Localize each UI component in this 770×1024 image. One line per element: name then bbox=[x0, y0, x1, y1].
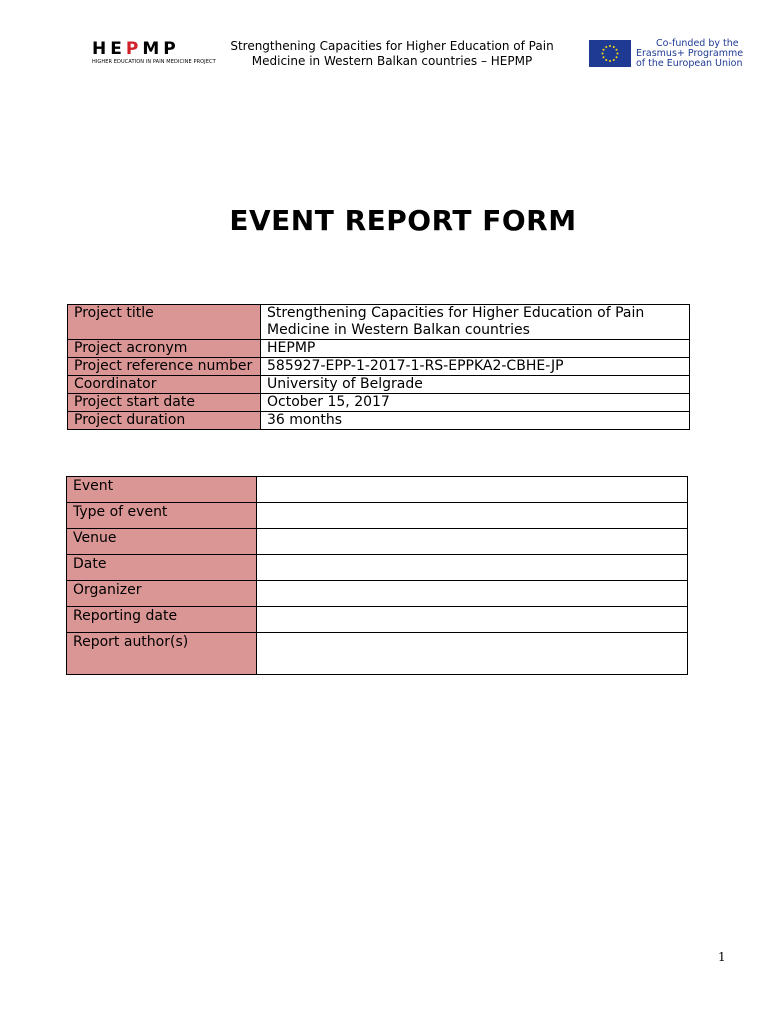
logo-letters-start: HE bbox=[92, 39, 126, 59]
eu-flag-background bbox=[589, 40, 631, 67]
table-row bbox=[67, 503, 688, 529]
event-label: Event bbox=[67, 477, 257, 503]
report-authors-value-field[interactable] bbox=[257, 633, 688, 675]
table-row bbox=[67, 477, 688, 503]
table-row bbox=[68, 376, 690, 394]
event-info-table bbox=[66, 476, 688, 675]
header-project-text: Strengthening Capacities for Higher Education of Pain Medicine in Western Balkan countries – HEPMP bbox=[230, 39, 554, 68]
table-row bbox=[67, 555, 688, 581]
project-reference-label: Project reference number bbox=[68, 358, 261, 376]
table-row bbox=[68, 394, 690, 412]
document-title: EVENT REPORT FORM bbox=[229, 204, 577, 237]
table-row bbox=[68, 305, 690, 340]
project-acronym-label: Project acronym bbox=[68, 340, 261, 358]
type-of-event-label: Type of event bbox=[67, 503, 257, 529]
project-reference-value: 585927-EPP-1-2017-1-RS-EPPKA2-CBHE-JP bbox=[261, 358, 690, 376]
duration-value: 36 months bbox=[261, 412, 690, 430]
hepmp-logo-word bbox=[92, 40, 202, 58]
start-date-label: Project start date bbox=[68, 394, 261, 412]
logo-letters-end: MP bbox=[142, 39, 180, 59]
table-row bbox=[67, 607, 688, 633]
project-title-value: Strengthening Capacities for Higher Education of Pain Medicine in Western Balkan countries bbox=[261, 305, 690, 340]
eu-flag-icon bbox=[589, 40, 631, 67]
venue-label: Venue bbox=[67, 529, 257, 555]
event-value-field[interactable] bbox=[257, 477, 688, 503]
hepmp-logo-tagline: HIGHER EDUCATION IN PAIN MEDICINE PROJECT bbox=[92, 59, 216, 65]
project-title-label: Project title bbox=[68, 305, 261, 340]
hepmp-logo bbox=[92, 39, 216, 70]
venue-value-field[interactable] bbox=[257, 529, 688, 555]
reporting-date-label: Reporting date bbox=[67, 607, 257, 633]
eu-line-1: Co-funded by the bbox=[656, 38, 739, 49]
reporting-date-value-field[interactable] bbox=[257, 607, 688, 633]
logo-letter-accent: P bbox=[125, 39, 143, 59]
table-row bbox=[67, 581, 688, 607]
table-row bbox=[68, 340, 690, 358]
eu-cofunded-text bbox=[636, 39, 743, 69]
project-acronym-value: HEPMP bbox=[261, 340, 690, 358]
report-authors-label: Report author(s) bbox=[67, 633, 257, 675]
organizer-value-field[interactable] bbox=[257, 581, 688, 607]
date-label: Date bbox=[67, 555, 257, 581]
date-value-field[interactable] bbox=[257, 555, 688, 581]
coordinator-label: Coordinator bbox=[68, 376, 261, 394]
eu-line-3: of the European Union bbox=[636, 58, 743, 69]
page-number: 1 bbox=[718, 950, 726, 964]
table-row bbox=[67, 633, 688, 675]
project-info-table bbox=[67, 304, 690, 430]
duration-label: Project duration bbox=[68, 412, 261, 430]
start-date-value: October 15, 2017 bbox=[261, 394, 690, 412]
table-row bbox=[68, 358, 690, 376]
coordinator-value: University of Belgrade bbox=[261, 376, 690, 394]
type-of-event-value-field[interactable] bbox=[257, 503, 688, 529]
organizer-label: Organizer bbox=[67, 581, 257, 607]
table-row bbox=[68, 412, 690, 430]
eu-line-2: Erasmus+ Programme bbox=[636, 48, 744, 59]
table-row bbox=[67, 529, 688, 555]
